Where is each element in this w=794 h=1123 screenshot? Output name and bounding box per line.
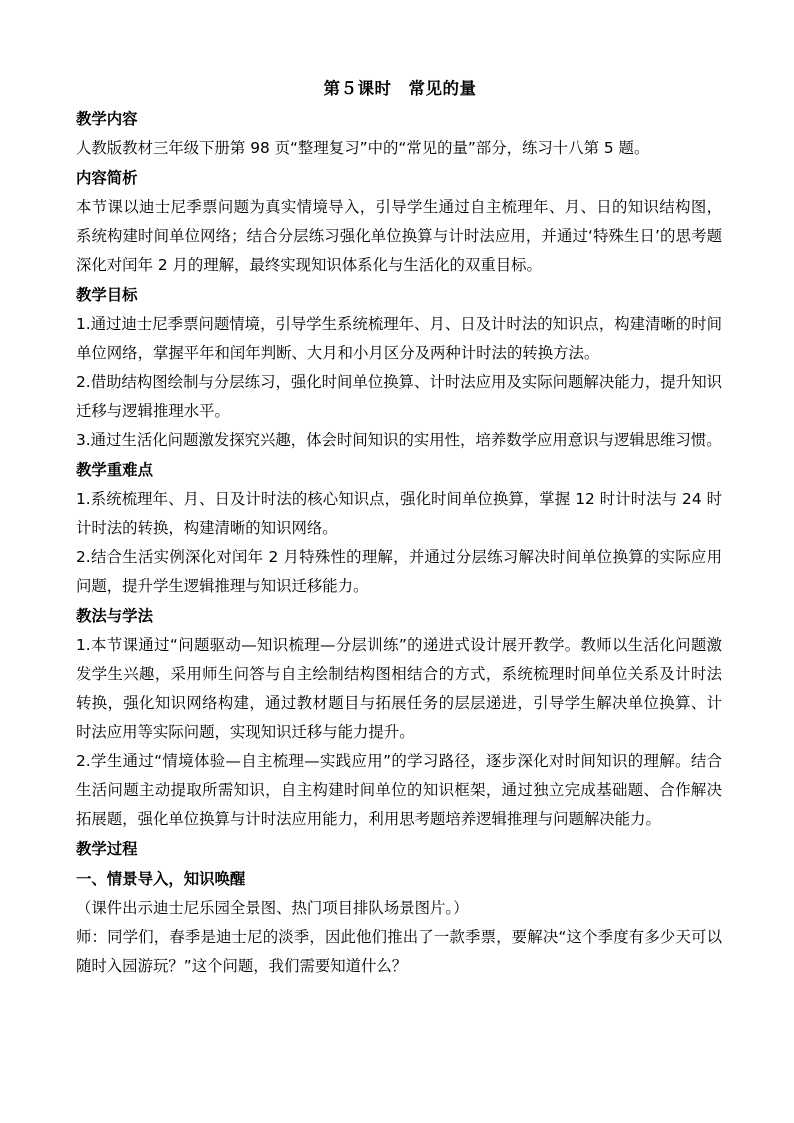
section-heading-key-points: 教学重难点: [76, 461, 153, 479]
section-analysis-paragraph-1: 本节课以迪士尼季票问题为真实情境导入，引导学生通过自主梳理年、月、日的知识结构图，系统构建时间单位网络；结合分层练习强化单位换算与计时法应用，并通过‘特殊生日’的思考题深化对闰年 2 月的理解，最终实现知识体系化与生活化的双重目标。: [76, 198, 722, 274]
intro-paragraph-2: 师：同学们，春季是迪士尼的淡季，因此他们推出了一款季票，要解决“这个季度有多少天可以随时入园游玩？”这个问题，我们需要知道什么？: [76, 928, 722, 975]
lesson-plan-page: [76, 74, 722, 981]
key-point-item-2: 2.结合生活实例深化对闰年 2 月特殊性的理解，并通过分层练习解决时间单位换算的实际应用问题，提升学生逻辑推理与知识迁移能力。: [76, 548, 722, 595]
section-heading-analysis: 内容简析: [76, 169, 138, 187]
document-title: 第５课时 常见的量: [323, 79, 477, 98]
objective-item-2: 2.借助结构图绘制与分层练习，强化时间单位换算、计时法应用及实际问题解决能力，提升知识迁移与逻辑推理水平。: [76, 373, 722, 420]
key-point-item-1: 1.系统梳理年、月、日及计时法的核心知识点，强化时间单位换算，掌握 12 时计时法与 24 时计时法的转换，构建清晰的知识网络。: [76, 490, 722, 537]
section-heading-content: 教学内容: [76, 110, 138, 128]
section-heading-methods: 教法与学法: [76, 607, 153, 625]
objective-item-3: 3.通过生活化问题激发探究兴趣，体会时间知识的实用性，培养数学应用意识与逻辑思维习惯。: [76, 431, 722, 449]
section-heading-process: 教学过程: [76, 840, 138, 858]
objective-item-1: 1.通过迪士尼季票问题情境，引导学生系统梳理年、月、日及计时法的知识点，构建清晰的时间单位网络，掌握平年和闰年判断、大月和小月区分及两种计时法的转换方法。: [76, 315, 722, 362]
method-item-2: 2.学生通过“情境体验—自主梳理—实践应用”的学习路径，逐步深化对时间知识的理解。结合生活问题主动提取所需知识，自主构建时间单位的知识框架，通过独立完成基础题、合作解决拓展题，强化单位换算与计时法应用能力，利用思考题培养逻辑推理与问题解决能力。: [76, 752, 722, 828]
subsection-heading-intro: 一、情景导入，知识唤醒: [76, 870, 246, 888]
section-heading-objectives: 教学目标: [76, 286, 138, 304]
method-item-1: 1.本节课通过“问题驱动—知识梳理—分层训练”的递进式设计展开教学。教师以生活化问题激发学生兴趣，采用师生问答与自主绘制结构图相结合的方式，系统梳理时间单位关系及计时法转换，强化知识网络构建，通过教材题目与拓展任务的层层递进，引导学生解决单位换算、计时法应用等实际问题，实现知识迁移与能力提升。: [76, 636, 722, 741]
section-content-paragraph-1: 人教版教材三年级下册第 98 页“整理复习”中的“常见的量”部分，练习十八第 5 题。: [76, 139, 650, 157]
intro-paragraph-1: （课件出示迪士尼乐园全景图、热门项目排队场景图片。）: [76, 899, 469, 917]
